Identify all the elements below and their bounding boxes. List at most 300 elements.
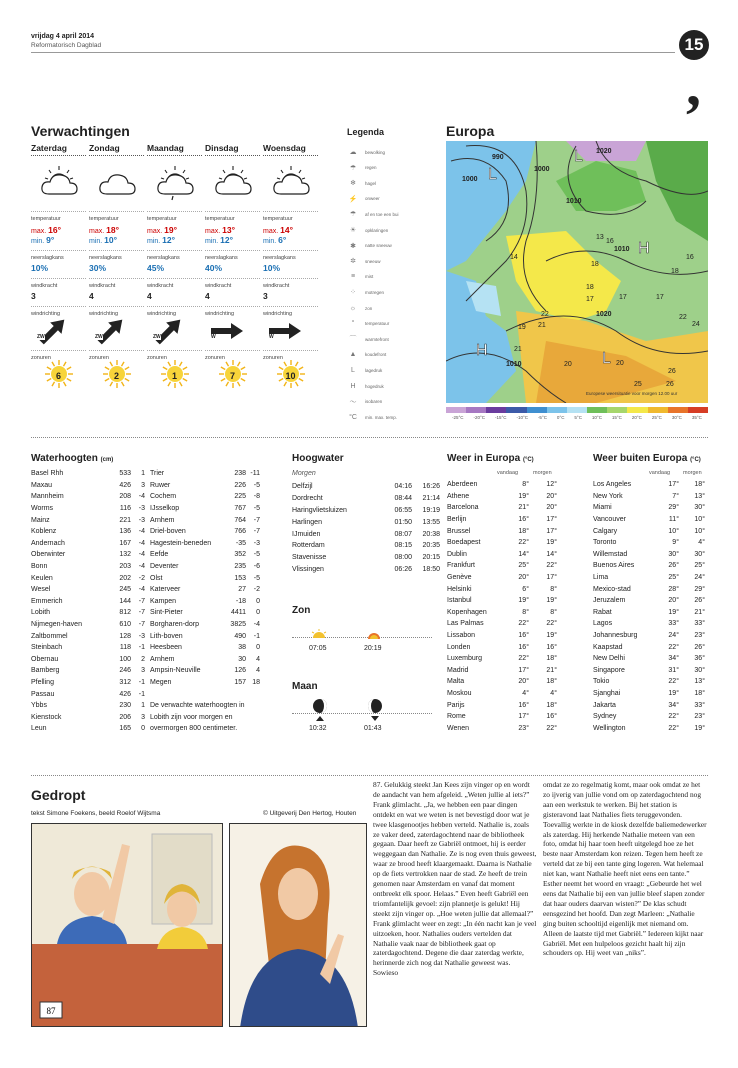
weather-world-tomorrow-label: morgen	[683, 470, 702, 476]
water-level-cell: Borgharen-dorp	[150, 621, 200, 629]
scale-label: 20°C	[631, 415, 642, 420]
world-city-cell: Lagos	[593, 620, 613, 628]
scale-label: -25°C	[452, 415, 464, 420]
legend-item	[347, 320, 389, 328]
europe-city-cell: 8°	[550, 608, 557, 616]
world-city-cell: 13°	[694, 492, 705, 500]
water-level-cell: 157	[234, 678, 246, 686]
world-city-cell: Sjanghai	[593, 689, 621, 697]
water-level-row	[31, 584, 145, 596]
divider	[31, 278, 86, 279]
world-city-cell: 30°	[694, 666, 705, 674]
wind-direction-label: windrichting	[205, 311, 235, 317]
wind-direction-arrow-icon	[31, 317, 86, 345]
europe-city-cell: 20°	[546, 492, 557, 500]
legend-item	[347, 257, 381, 265]
min-label: min.	[205, 238, 221, 245]
europe-city-cell: 14°	[518, 550, 529, 558]
europe-city-cell: 22°	[518, 655, 529, 663]
wind-force-label: windkracht	[31, 283, 58, 289]
world-city-cell: 33°	[694, 620, 705, 628]
world-city-cell: 26°	[668, 562, 679, 570]
weather-europe-table	[447, 479, 557, 734]
isobar-label: 1010	[566, 198, 582, 205]
temperature-scale-labels	[446, 415, 708, 420]
water-level-cell: Kienstock	[31, 713, 62, 721]
water-level-cell: Keulen	[31, 574, 53, 582]
legend-symbol-icon: °	[351, 320, 355, 328]
water-level-cell: Ybbs	[31, 702, 47, 710]
legend-label: isobaren	[365, 399, 383, 405]
water-level-cell: Olst	[150, 574, 163, 582]
europe-weather-map	[446, 141, 708, 403]
water-level-cell: Mainz	[31, 516, 50, 524]
legend-item	[347, 226, 388, 234]
max-label: max.	[31, 228, 49, 235]
water-level-cell: Pfelling	[31, 678, 54, 686]
wind-force-value: 4	[89, 291, 94, 301]
europe-city-row	[447, 537, 557, 549]
water-level-row	[31, 526, 145, 538]
water-levels-title-text: Waterhoogten	[31, 453, 98, 464]
water-level-row	[31, 549, 145, 561]
temperature-scale-bar	[446, 407, 708, 413]
map-temperature: 17	[656, 294, 664, 301]
wind-force-label: windkracht	[205, 283, 232, 289]
europe-city-cell: Las Palmas	[447, 620, 484, 628]
rain-chance-label: neerslagkans	[147, 255, 180, 261]
legend-item	[347, 210, 399, 218]
map-temperature: 13	[596, 234, 604, 241]
sunrise-time: 07:05	[309, 645, 327, 652]
water-level-cell: IJsselkop	[150, 505, 180, 513]
scale-swatch	[527, 407, 547, 413]
water-level-cell: Cochem	[150, 493, 177, 501]
pressure-symbol: L	[602, 350, 611, 367]
world-city-cell: 7°	[672, 492, 679, 500]
water-level-cell: 490	[234, 632, 246, 640]
max-temperature	[205, 225, 260, 235]
water-level-cell: -4	[253, 621, 260, 629]
world-city-cell: 30°	[694, 504, 705, 512]
legend-symbol-icon: H	[350, 382, 356, 390]
water-level-row	[31, 480, 145, 492]
panel-number: 87	[46, 1006, 56, 1016]
wind-force-label: windkracht	[89, 283, 116, 289]
comic-credit: tekst Simone Foekens, beeld Roelof Wijtsma	[31, 810, 161, 817]
water-level-cell: 206	[119, 713, 131, 721]
partly-cloudy-icon	[31, 156, 86, 212]
europe-city-cell: 18°	[546, 655, 557, 663]
water-level-cell: 153	[234, 574, 246, 582]
sun-hours-label: zonuren	[31, 355, 51, 361]
moonset-icon	[366, 699, 384, 727]
sun-hours-badge	[89, 361, 144, 391]
water-level-row	[31, 561, 145, 573]
wind-force-label: windkracht	[147, 283, 174, 289]
water-level-cell: 1	[141, 470, 145, 478]
world-city-cell: 31°	[668, 666, 679, 674]
water-level-cell: 4	[256, 655, 260, 663]
forecast-day-name: Zondag	[89, 143, 144, 156]
high-water-cell: 04:16	[394, 483, 412, 491]
divider	[263, 278, 318, 279]
wind-direction-label: windrichting	[147, 311, 177, 317]
high-water-title: Hoogwater	[292, 453, 344, 464]
comic-divider	[31, 775, 708, 776]
min-temperature	[205, 235, 260, 245]
legend-label: koudefront	[365, 352, 387, 358]
europe-city-cell: 22°	[546, 724, 557, 732]
europe-city-cell: 4°	[550, 689, 557, 697]
europe-city-cell: 18°	[546, 701, 557, 709]
legend-item	[347, 335, 389, 343]
high-water-cell: 08:15	[394, 542, 412, 550]
water-levels-unit: (cm)	[100, 457, 114, 463]
map-temperature: 18	[671, 268, 679, 275]
legend-symbol-icon: °C	[349, 413, 357, 421]
max-temperature	[31, 225, 86, 235]
world-city-row	[593, 595, 705, 607]
world-city-cell: Toronto	[593, 539, 617, 547]
world-city-cell: 4°	[698, 539, 705, 547]
europe-city-cell: Luxemburg	[447, 655, 483, 663]
header-paper-name: Reformatorisch Dagblad	[31, 42, 102, 49]
europe-city-row	[447, 630, 557, 642]
legend-symbol-icon: L	[351, 366, 355, 374]
water-level-row	[150, 607, 260, 619]
scale-label: -10°C	[516, 415, 529, 420]
world-city-cell: 11°	[668, 516, 679, 524]
divider	[89, 350, 144, 351]
water-level-cell: -4	[138, 528, 145, 536]
water-level-cell: -7	[138, 597, 145, 605]
high-water-cell: 13:55	[422, 518, 440, 526]
forecast-day-woensdag	[263, 143, 318, 415]
world-city-row	[593, 607, 705, 619]
legend-item	[347, 242, 392, 250]
high-water-cell: 19:19	[422, 506, 440, 514]
temperature-label: temperatuur	[31, 216, 61, 222]
weather-world-today-label: vandaag	[649, 470, 671, 476]
water-level-row	[150, 538, 260, 550]
world-city-row	[593, 583, 705, 595]
water-level-cell: 126	[234, 667, 246, 675]
high-water-subtitle: Morgen	[292, 470, 316, 477]
legend-symbol-icon: ⌒	[349, 336, 357, 344]
water-level-cell: 235	[234, 563, 246, 571]
story-column-2: omdat ze zo regelmatig komt, maar ook omdat ze het zo ijverig van jullie vond om op zaterdagochtend nog aan een werkstuk te werken. Bij het station is gisteravond laat Nathalies fiets teruggevonden. Toevallig werkte in de kiosk dezelfde baliemedewerker als zaterdag. Hij herkende Nathalie meteen van een foto, omdat hij haar toen heeft uitgelegd hoe ze het beste naar Amsterdam kon reizen. Tegen hem heeft ze verteld dat ze bij een tante ging logeren. Wat helemaal niet kan, want Nathalie heeft niet eens een tante.” Esther neemt het woord en vraagt: „Gebeurde het wel eens dat Nathalie bij een van jullie bleef slapen zonder dat haar ouders daarvan wisten?” De klas schudt eensgezind het hoofd. Dan zegt Marleen: „Nathalie ging buiten schooltijd eigenlijk met niemand om. Alleen de laatste tijd met Gabriël.” Iedereen kijkt naar Gabriël. Met een hulpeloos gezicht haalt hij zijn schouders op. Hij weet van „niks”.	[543, 780, 707, 958]
water-level-cell: 226	[234, 481, 246, 489]
water-level-row	[150, 468, 260, 480]
water-level-cell: 764	[234, 516, 246, 524]
water-level-cell: -5	[253, 551, 260, 559]
europe-city-cell: 17°	[546, 516, 557, 524]
divider	[89, 250, 144, 251]
water-level-cell: 3	[141, 713, 145, 721]
world-city-cell: 22°	[668, 713, 679, 721]
wind-direction-label: windrichting	[263, 311, 293, 317]
europe-city-cell: 20°	[546, 504, 557, 512]
min-value: 12°	[162, 235, 176, 245]
moon-title: Maan	[292, 681, 318, 692]
europe-city-cell: Aberdeen	[447, 481, 478, 489]
sun-hours-value: 10	[285, 371, 296, 381]
max-value: 19°	[164, 225, 177, 235]
water-level-cell: 426	[119, 481, 131, 489]
water-level-cell: 3	[141, 667, 145, 675]
wind-force-value: 4	[205, 291, 210, 301]
water-level-cell: 128	[119, 632, 131, 640]
moonrise-icon	[311, 699, 329, 727]
water-level-row	[150, 584, 260, 596]
comic-panel-girl	[229, 823, 367, 1027]
europe-city-cell: Athene	[447, 492, 470, 500]
europe-city-row	[447, 711, 557, 723]
world-city-row	[593, 630, 705, 642]
water-level-cell: Driel-boven	[150, 528, 186, 536]
legend-symbol-icon: ☂	[349, 211, 357, 219]
europe-city-row	[447, 665, 557, 677]
europe-city-row	[447, 502, 557, 514]
rain-chance-label: neerslagkans	[89, 255, 122, 261]
water-level-cell: 352	[234, 551, 246, 559]
europe-city-cell: 20°	[518, 678, 529, 686]
water-level-cell: 100	[119, 655, 131, 663]
water-level-cell: Koblenz	[31, 528, 57, 536]
water-level-row	[31, 607, 145, 619]
world-city-cell: 10°	[694, 527, 705, 535]
water-level-row	[150, 514, 260, 526]
water-levels-table-2	[150, 468, 260, 688]
scale-label: 35°C	[691, 415, 702, 420]
water-level-row	[31, 619, 145, 631]
weather-europe-title-text: Weer in Europa	[447, 453, 521, 464]
min-value: 10°	[104, 235, 118, 245]
world-city-cell: 24°	[668, 632, 679, 640]
map-temperature: 26	[668, 368, 676, 375]
world-city-cell: 36°	[694, 655, 705, 663]
girl-illustration	[230, 824, 367, 1027]
map-temperature: 22	[679, 314, 687, 321]
water-level-cell: 3825	[230, 621, 246, 629]
water-level-cell: -4	[138, 551, 145, 559]
world-city-cell: New York	[593, 492, 623, 500]
legend-symbol-icon: ✲	[350, 258, 356, 266]
classroom-illustration	[32, 824, 223, 1027]
sun-hours-label: zonuren	[89, 355, 109, 361]
water-level-row	[31, 630, 145, 642]
comic-panel-classroom	[31, 823, 223, 1027]
min-value: 12°	[220, 235, 234, 245]
europe-city-cell: 22°	[546, 562, 557, 570]
legend-symbol-icon: ☼	[349, 304, 357, 312]
high-water-cell: 20:35	[422, 542, 440, 550]
high-water-row	[292, 528, 440, 540]
europe-city-row	[447, 699, 557, 711]
sun-hours-label: zonuren	[147, 355, 167, 361]
world-city-cell: 23°	[694, 713, 705, 721]
water-level-row	[31, 688, 145, 700]
water-level-cell: 238	[234, 470, 246, 478]
europe-city-cell: Genève	[447, 574, 472, 582]
wind-direction-value: ZW	[37, 334, 45, 340]
map-temperature: 16	[606, 238, 614, 245]
world-city-row	[593, 502, 705, 514]
water-level-cell: 27	[238, 586, 246, 594]
weather-world-table	[593, 479, 705, 734]
scale-label: 15°C	[611, 415, 622, 420]
header-date: vrijdag 4 april 2014	[31, 33, 95, 40]
europe-city-cell: Moskou	[447, 689, 472, 697]
water-level-cell: -3	[138, 632, 145, 640]
min-label: min.	[89, 238, 105, 245]
water-level-cell: -1	[138, 690, 145, 698]
water-level-cell: 225	[234, 493, 246, 501]
sun-hours-value: 1	[171, 371, 177, 381]
water-level-cell: 246	[119, 667, 131, 675]
water-level-cell: Passau	[31, 690, 55, 698]
world-city-cell: 10°	[668, 527, 679, 535]
europe-city-cell: 19°	[546, 597, 557, 605]
water-level-cell: -4	[138, 493, 145, 501]
world-city-cell: 9°	[672, 539, 679, 547]
wind-force-label: windkracht	[263, 283, 290, 289]
legend-label: zon	[365, 305, 373, 311]
water-level-cell: -1	[253, 632, 260, 640]
water-level-cell: 245	[119, 586, 131, 594]
moonrise-time: 10:32	[309, 725, 327, 732]
europe-city-cell: Londen	[447, 643, 471, 651]
temperature-label: temperatuur	[205, 216, 235, 222]
world-city-row	[593, 641, 705, 653]
divider	[89, 278, 144, 279]
pressure-symbol: H	[476, 342, 488, 359]
high-water-cell: 16:26	[422, 483, 440, 491]
water-level-row	[31, 642, 145, 654]
scale-swatch	[466, 407, 486, 413]
world-city-cell: Willemstad	[593, 550, 628, 558]
europe-city-cell: 6°	[522, 585, 529, 593]
section-divider	[31, 437, 708, 438]
europe-city-row	[447, 607, 557, 619]
world-city-cell: 30°	[694, 550, 705, 558]
europe-city-cell: 17°	[546, 527, 557, 535]
water-level-cell: 1	[141, 702, 145, 710]
min-value: 9°	[46, 235, 55, 245]
europe-city-row	[447, 688, 557, 700]
wind-direction-arrow-icon	[147, 317, 202, 345]
world-city-cell: Sydney	[593, 713, 617, 721]
europe-city-row	[447, 479, 557, 491]
sunset-time: 20:19	[364, 645, 382, 652]
europe-city-row	[447, 583, 557, 595]
world-city-row	[593, 618, 705, 630]
map-temperature: 24	[692, 321, 700, 328]
legend-title: Legenda	[347, 127, 385, 137]
europe-city-cell: Boedapest	[447, 539, 481, 547]
wind-direction-label: windrichting	[31, 311, 61, 317]
world-city-cell: 20°	[668, 597, 679, 605]
world-city-row	[593, 722, 705, 734]
europe-map-svg	[446, 141, 708, 403]
world-city-cell: Wellington	[593, 724, 626, 732]
scale-swatch	[506, 407, 526, 413]
europe-city-cell: 19°	[546, 539, 557, 547]
wind-direction-arrow-icon	[205, 317, 260, 345]
world-city-cell: 25°	[668, 574, 679, 582]
map-temperature: 14	[510, 254, 518, 261]
world-city-row	[593, 560, 705, 572]
water-level-cell: 0	[256, 644, 260, 652]
world-city-cell: 22°	[668, 643, 679, 651]
europe-city-cell: 16°	[518, 632, 529, 640]
water-level-cell: Nijmegen-haven	[31, 621, 82, 629]
world-city-row	[593, 572, 705, 584]
legend-label: opklaringen	[365, 227, 389, 233]
water-level-cell: 4	[256, 667, 260, 675]
water-level-cell: -4	[138, 586, 145, 594]
europe-city-cell: 16°	[518, 701, 529, 709]
high-water-row	[292, 493, 440, 505]
high-water-cell: 06:26	[394, 565, 412, 573]
legend-item	[347, 164, 377, 172]
sun-hours-badge	[205, 361, 260, 391]
water-level-row	[31, 572, 145, 584]
isobar-label: 1000	[462, 176, 478, 183]
isobar-label: 1020	[596, 311, 612, 318]
sunrise-icon	[311, 629, 327, 639]
water-level-cell: 0	[141, 725, 145, 733]
water-level-row	[31, 491, 145, 503]
map-caption: Europese weersituatie voor morgen 12.00 uur	[586, 391, 678, 396]
water-level-row	[150, 654, 260, 666]
legend-item	[347, 351, 386, 359]
wind-direction-arrow-icon	[89, 317, 144, 345]
water-level-cell: 165	[119, 725, 131, 733]
high-water-cell: Harlingen	[292, 518, 322, 526]
europe-city-cell: 14°	[546, 550, 557, 558]
europe-city-cell: Rome	[447, 713, 466, 721]
legend-label: lagedruk	[365, 367, 383, 373]
legend-symbol-icon: ✱	[350, 242, 356, 250]
water-level-row	[31, 723, 145, 735]
water-level-cell: -7	[253, 516, 260, 524]
water-level-cell: Heesbeen	[150, 644, 182, 652]
high-water-cell: 20:38	[422, 530, 440, 538]
water-level-cell: -5	[253, 505, 260, 513]
weather-world-unit: (°C)	[690, 457, 701, 463]
scale-swatch	[567, 407, 587, 413]
water-level-cell: 203	[119, 563, 131, 571]
map-temperature: 22	[541, 311, 549, 318]
forecast-day-name: Zaterdag	[31, 143, 86, 156]
water-level-row	[150, 572, 260, 584]
scale-swatch	[668, 407, 688, 413]
world-city-row	[593, 665, 705, 677]
europe-city-cell: 19°	[518, 597, 529, 605]
scale-label: 0°C	[556, 415, 565, 420]
map-temperature: 16	[686, 254, 694, 261]
sun-hours-value: 2	[113, 371, 119, 381]
isobar-label: 1010	[614, 246, 630, 253]
water-level-cell: Zaltbommel	[31, 632, 68, 640]
water-level-cell: 208	[119, 493, 131, 501]
legend-item	[347, 382, 384, 390]
europe-city-cell: Parijs	[447, 701, 465, 709]
europe-city-cell: 18°	[546, 678, 557, 686]
legend-label: mist	[365, 274, 374, 280]
